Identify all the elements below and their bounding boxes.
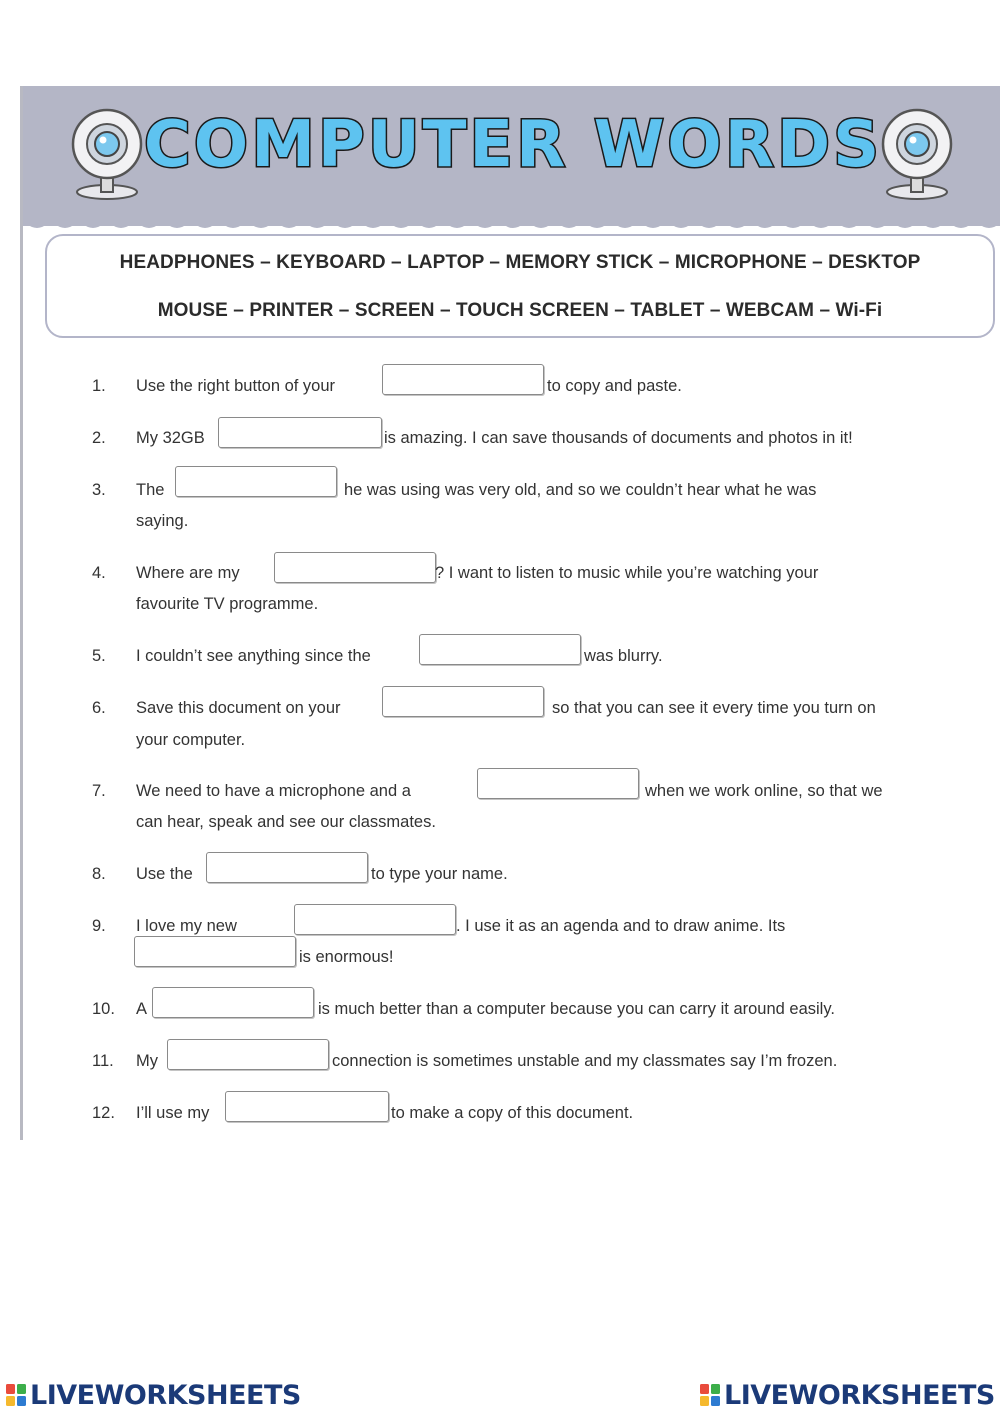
question-number: 12. (92, 1104, 115, 1122)
question-text: when we work online, so that we (645, 782, 883, 800)
question-number: 8. (92, 865, 106, 883)
question-text: Use the (136, 865, 193, 883)
question-number: 2. (92, 429, 106, 447)
answer-box-5[interactable] (419, 634, 581, 665)
answer-box-11[interactable] (167, 1039, 329, 1070)
word-bank-line-2: MOUSE – PRINTER – SCREEN – TOUCH SCREEN – TABLET – WEBCAM – Wi-Fi (157, 300, 883, 321)
webcam-icon (871, 104, 963, 200)
question-text: to copy and paste. (547, 377, 682, 395)
question-text: connection is sometimes unstable and my classmates say I’m frozen. (332, 1052, 838, 1070)
question-number: 11. (92, 1052, 114, 1070)
answer-box-7[interactable] (477, 768, 639, 799)
liveworksheets-wordmark: LIVEWORKSHEETS (30, 1379, 301, 1411)
answer-box-10[interactable] (152, 987, 314, 1018)
question-text: My (136, 1052, 158, 1070)
question-text: to type your name. (371, 865, 508, 883)
question-text: was blurry. (584, 647, 663, 665)
question-text: saying. (136, 512, 189, 530)
question-text: Save this document on your (136, 699, 341, 717)
liveworksheets-logo-right[interactable] (700, 1380, 995, 1410)
question-number: 7. (92, 782, 106, 800)
answer-box-6[interactable] (382, 686, 544, 717)
title-banner (23, 86, 1000, 226)
question-text: I’ll use my (136, 1104, 210, 1122)
question-text: so that you can see it every time you turn on (552, 699, 876, 717)
liveworksheets-icon (700, 1384, 720, 1406)
answer-box-9b[interactable] (134, 936, 296, 967)
question-number: 6. (92, 699, 106, 717)
question-number: 10. (92, 1000, 115, 1018)
question-text: . I use it as an agenda and to draw anime. Its (456, 917, 786, 935)
question-text: can hear, speak and see our classmates. (136, 813, 436, 831)
answer-box-9a[interactable] (294, 904, 456, 935)
question-text: is much better than a computer because you can carry it around easily. (318, 1000, 835, 1018)
question-number: 3. (92, 481, 106, 499)
answer-box-2[interactable] (218, 417, 382, 448)
question-text: Use the right button of your (136, 377, 336, 395)
question-text: We need to have a microphone and a (136, 782, 411, 800)
liveworksheets-icon (6, 1384, 26, 1406)
page-title: COMPUTER WORDS (143, 108, 883, 182)
question-text: I love my new (136, 917, 237, 935)
question-text: is enormous! (299, 948, 394, 966)
question-text: The (136, 481, 165, 499)
question-text: is amazing. I can save thousands of documents and photos in it! (384, 429, 853, 447)
word-bank-line-1: HEADPHONES – KEYBOARD – LAPTOP – MEMORY STICK – MICROPHONE – DESKTOP (119, 252, 921, 273)
answer-box-4[interactable] (274, 552, 436, 583)
question-number: 9. (92, 917, 106, 935)
question-number: 5. (92, 647, 106, 665)
answer-box-3[interactable] (175, 466, 337, 497)
answer-box-12[interactable] (225, 1091, 389, 1122)
question-text: to make a copy of this document. (391, 1104, 634, 1122)
question-text: Where are my (136, 564, 240, 582)
liveworksheets-logo-left[interactable] (6, 1380, 301, 1410)
question-number: 4. (92, 564, 106, 582)
question-text: favourite TV programme. (136, 595, 319, 613)
answer-box-8[interactable] (206, 852, 368, 883)
question-text: your computer. (136, 731, 246, 749)
question-text: ? I want to listen to music while you’re watching your (435, 564, 819, 582)
question-text: he was using was very old, and so we couldn’t hear what he was (344, 481, 817, 499)
question-number: 1. (92, 377, 106, 395)
liveworksheets-wordmark: LIVEWORKSHEETS (724, 1379, 995, 1411)
question-text: My 32GB (136, 429, 205, 447)
question-text: A (136, 1000, 148, 1018)
question-text: I couldn’t see anything since the (136, 647, 371, 665)
word-bank (45, 234, 995, 338)
answer-box-1[interactable] (382, 364, 544, 395)
